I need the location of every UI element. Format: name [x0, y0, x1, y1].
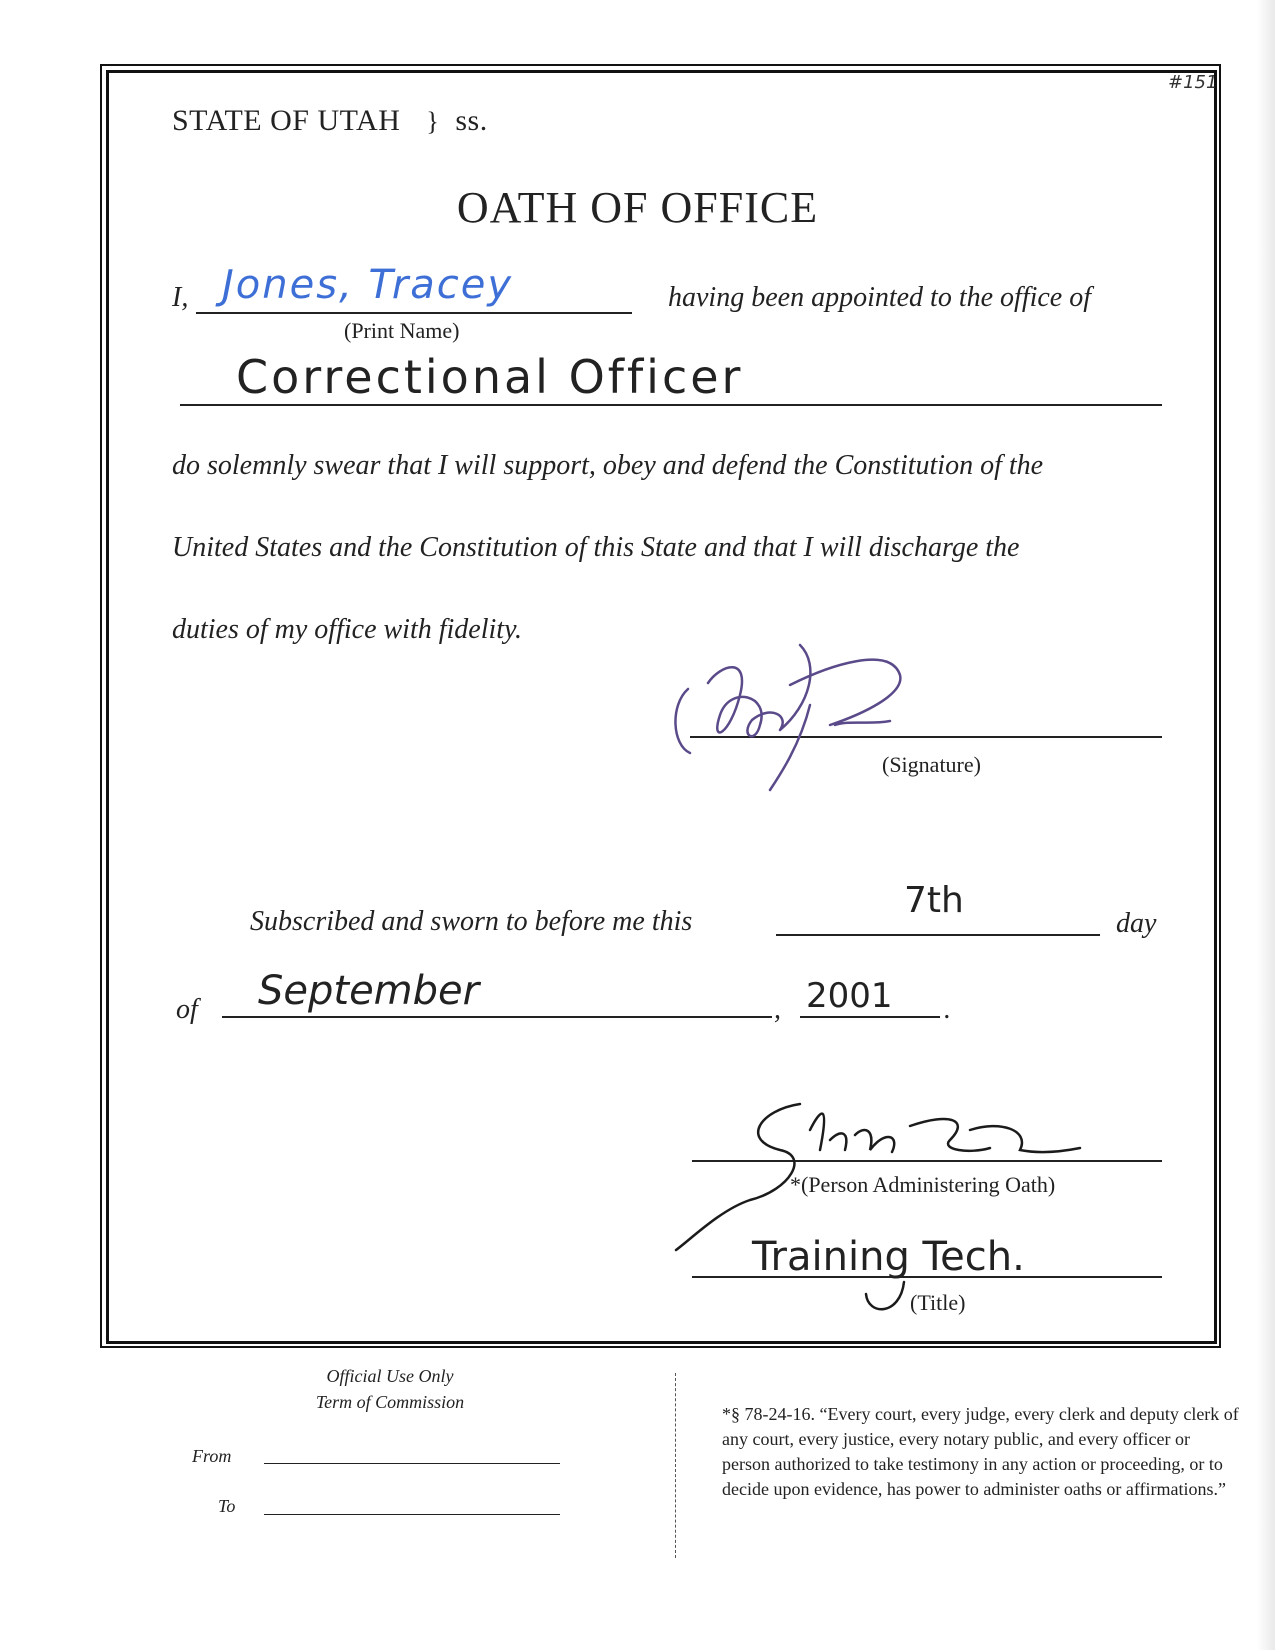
- signature-caption: (Signature): [882, 752, 981, 777]
- year-line: [800, 1016, 940, 1018]
- to-label: To: [218, 1496, 236, 1516]
- office-value: Correctional Officer: [236, 350, 744, 404]
- state-name: STATE OF UTAH: [172, 104, 401, 137]
- comma: ,: [774, 994, 781, 1025]
- document-stamp: #151: [1168, 72, 1218, 93]
- office-line: [180, 404, 1162, 406]
- year-value: 2001: [806, 976, 893, 1016]
- official-use-label: Official Use Only: [326, 1366, 454, 1386]
- day-label: day: [1116, 908, 1157, 939]
- page-edge: [1257, 0, 1275, 1650]
- print-name-value: Jones, Tracey: [222, 262, 514, 308]
- state-heading: [172, 104, 488, 138]
- term-label: Term of Commission: [315, 1392, 465, 1412]
- footer-divider: [675, 1373, 676, 1558]
- of-label: of: [176, 994, 198, 1025]
- month-line: [222, 1016, 772, 1018]
- oath-line-1: do solemnly swear that I will support, obey and defend the Constitution of the: [172, 450, 1044, 481]
- title-value: Training Tech.: [752, 1234, 1025, 1280]
- from-line: [264, 1463, 560, 1464]
- period: .: [944, 994, 951, 1025]
- oath-line-3: duties of my office with fidelity.: [172, 614, 522, 645]
- appointed-text: having been appointed to the office of: [668, 282, 1092, 313]
- ss-label: ss.: [455, 104, 488, 137]
- title-caption: (Title): [910, 1290, 966, 1315]
- to-line: [264, 1514, 560, 1515]
- print-name-caption: (Print Name): [344, 318, 460, 343]
- oath-line-2: United States and the Constitution of this State and that I will discharge the: [172, 532, 1020, 563]
- page-title: OATH OF OFFICE: [456, 183, 819, 232]
- oath-i: I,: [172, 282, 189, 313]
- brace: }: [426, 107, 440, 136]
- from-label: From: [192, 1446, 232, 1466]
- month-value: September: [258, 968, 480, 1014]
- sworn-text: Subscribed and sworn to before me this: [250, 906, 693, 937]
- statute-footnote: *§ 78-24-16. “Every court, every judge, every clerk and deputy clerk of any court, every justice, every notary public, and every officer or person authorized to take testimony in any action or proceeding, or to decide upon evidence, has power to administer oaths or affirmations.”: [722, 1404, 1239, 1499]
- administering-caption: *(Person Administering Oath): [790, 1172, 1056, 1197]
- name-line: [196, 312, 632, 314]
- day-line: [776, 934, 1100, 936]
- day-value: 7th: [904, 880, 964, 921]
